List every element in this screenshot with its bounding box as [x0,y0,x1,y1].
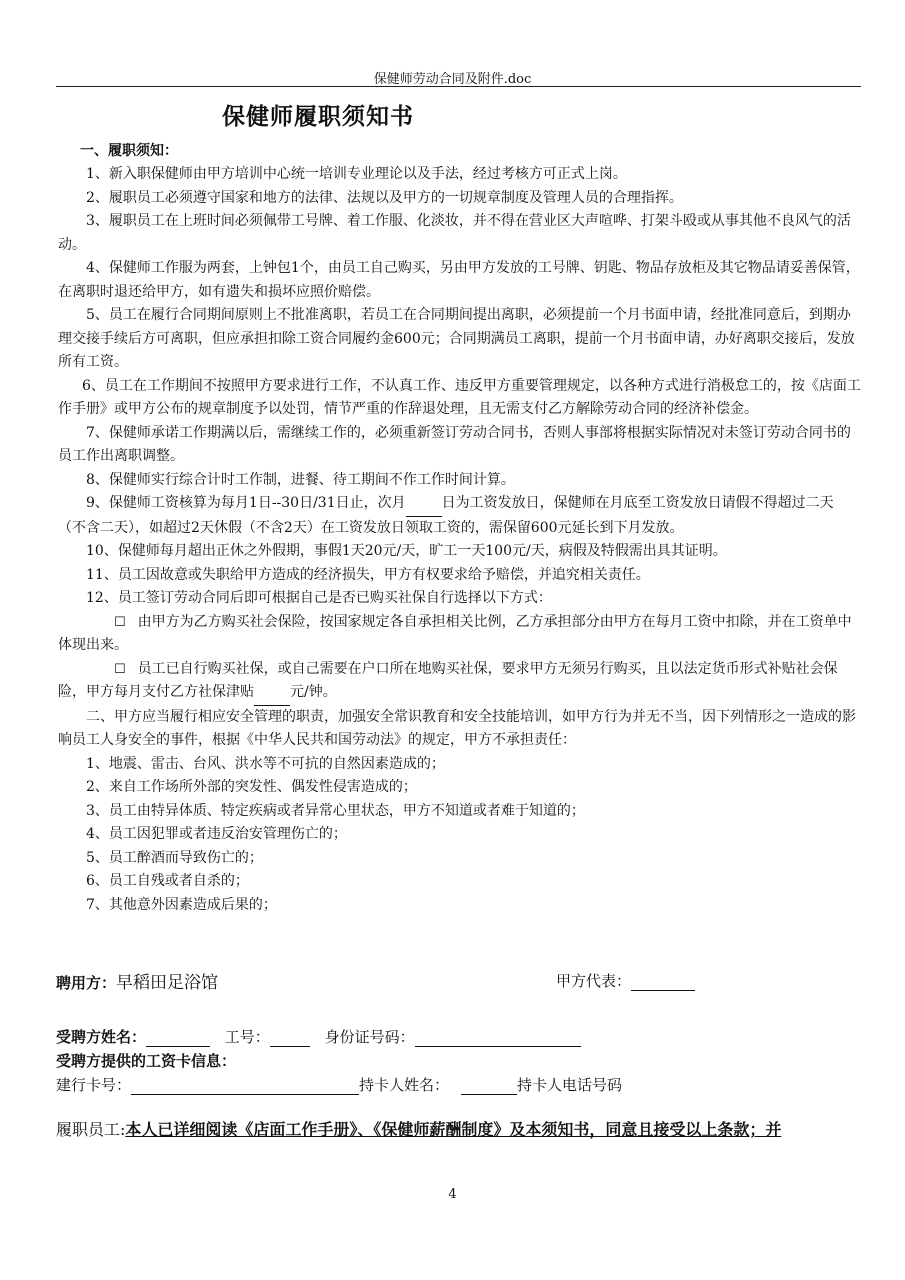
clause-8: 8、保健师实行综合计时工作制，进餐、待工期间不作工作时间计算。 [86,471,515,488]
holder-blank[interactable] [461,1076,517,1095]
footer-text: 本人已详细阅读《店面工作手册》、《保健师薪酬制度》及本须知书，同意且接受以上条款；并 [125,1120,782,1139]
payday-blank[interactable] [406,492,442,517]
subsidy-blank[interactable] [254,681,290,706]
clause-6: 6、员工在工作期间不按照甲方要求进行工作，不认真工作、违反甲方重要管理规定，以各种方式进行消极怠工的，按《店面工作手册》或甲方公布的规章制度予以处罚，情节严重的作辞退处理，且无需支付乙方解除劳动合同的经济补偿金。 [58,377,861,417]
page-number: 4 [448,1187,457,1202]
document-title: 保健师履职须知书 [222,104,414,130]
section-heading-1: 一、履职须知： [80,143,178,159]
checkbox-icon[interactable]: ☐ [114,661,126,677]
employer-line [56,968,218,993]
checkbox-icon[interactable]: ☐ [114,614,126,630]
exemption-4: 4、员工因犯罪或者违反治安管理伤亡的； [86,826,347,842]
clause-5: 5、员工在履行合同期间原则上不批准离职，若员工在合同期间提出离职，必须提前一个月书面申请，经批准同意后，到期办理交接手续后方可离职，但应承担扣除工资合同履约金600元；合同期满员工离职，提前一个月书面申请，办好离职交接后，发放所有工资。 [58,307,855,370]
employee-idcard-label: 身份证号码： [324,1028,415,1046]
clause-9-part1: 9、保健师工资核算为每月1日--30日/31日止，次月 [86,495,406,511]
employee-line [56,1026,581,1047]
exemption-5: 5、员工醉酒而导致伤亡的； [86,849,263,866]
exemption-6: 6、员工自残或者自杀的； [86,873,249,889]
holder-label: 持卡人姓名： [359,1076,450,1094]
employer-rep-blank[interactable] [631,972,695,991]
clause-1: 1、新入职保健师由甲方培训中心统一培训专业理论以及手法，经过考核方可正式上岗。 [86,166,627,182]
clause-9-part2: 日为工资发放日，保健师在月底至工资发放日请假不得超过二天（不含二天），如超过2天休假（不含2天）在工资发放日领取工资的，需保留600元延长到下月发放。 [58,495,834,536]
employer-rep [556,970,695,991]
section-2: 二、甲方应当履行相应安全管理的职责，加强安全常识教育和安全技能培训，如甲方行为并无不当，因下列情形之一造成的影响员工人身安全的事件，根据《中华人民共和国劳动法》的规定，甲方不承担责任： [58,708,856,748]
exemption-1: 1、地震、雷击、台风、洪水等不可抗的自然因素造成的； [86,755,445,772]
employee-id-label: 工号： [224,1028,270,1046]
employer-rep-label: 甲方代表： [556,972,632,990]
option-b [58,658,861,706]
document-header: 保健师劳动合同及附件.doc [373,72,532,87]
employer-label: 聘用方： [56,974,117,992]
exemption-3: 3、员工由特异体质、特定疾病或者异常心里状态，甲方不知道或者难于知道的； [86,802,585,819]
bank-label: 建行卡号： [56,1076,132,1094]
option-b-part1: 员工已自行购买社保，或自己需要在户口所在地购买社保，要求甲方无须另行购买，且以法定货币形式补贴社会保险，甲方每月支付乙方社保津贴 [58,660,838,700]
employee-name-label: 受聘方姓名： [56,1028,147,1046]
employee-name-blank[interactable] [146,1028,210,1047]
exemption-2: 2、来自工作场所外部的突发性、偶发性侵害造成的； [86,779,417,795]
employer-name: 早稻田足浴馆 [116,973,219,993]
header-rule [56,86,861,87]
bank-card-blank[interactable] [131,1076,359,1095]
document-body [58,163,861,917]
clause-3: 3、履职员工在上班时间必须佩带工号牌、着工作服、化淡妆，并不得在营业区大声喧哗、打架斗殴或从事其他不良风气的活动。 [58,213,851,253]
card-info-label: 受聘方提供的工资卡信息： [56,1052,237,1070]
option-b-part2: 元/钟。 [290,684,337,700]
exemption-7: 7、其他意外因素造成后果的； [86,896,277,913]
footer-prefix: 履职员工: [56,1120,126,1139]
clause-7: 7、保健师承诺工作期满以后，需继续工作的，必须重新签订劳动合同书，否则人事部将根据实际情况对未签订劳动合同书的员工作出离职调整。 [58,424,851,464]
clause-9 [58,492,861,540]
clause-2: 2、履职员工必须遵守国家和地方的法律、法规以及甲方的一切规章制度及管理人员的合理指挥。 [86,189,683,206]
clause-4: 4、保健师工作服为两套，上钟包1个，由员工自己购买，另由甲方发放的工号牌、钥匙、物品存放柜及其它物品请妥善保管，在离职时退还给甲方，如有遗失和损坏应照价赔偿。 [58,260,860,300]
clause-12: 12、员工签订劳动合同后即可根据自己是否已购买社保自行选择以下方式： [86,590,552,606]
footer-statement [56,1117,876,1140]
phone-label: 持卡人电话号码 [517,1076,623,1094]
option-a [58,611,861,658]
clause-10: 10、保健师每月超出正休之外假期，事假1天20元/天，旷工一天100元/天，病假及特假需出具其证明。 [86,543,727,559]
employee-idcard-blank[interactable] [415,1028,581,1047]
clause-11: 11、员工因故意或失职给甲方造成的经济损失，甲方有权要求给予赔偿，并追究相关责任。 [86,566,650,583]
option-a-text: 由甲方为乙方购买社会保险，按国家规定各自承担相关比例，乙方承担部分由甲方在每月工资中扣除，并在工资单中体现出来。 [58,613,852,653]
employee-id-blank[interactable] [270,1028,310,1047]
bank-card-line [56,1074,622,1095]
